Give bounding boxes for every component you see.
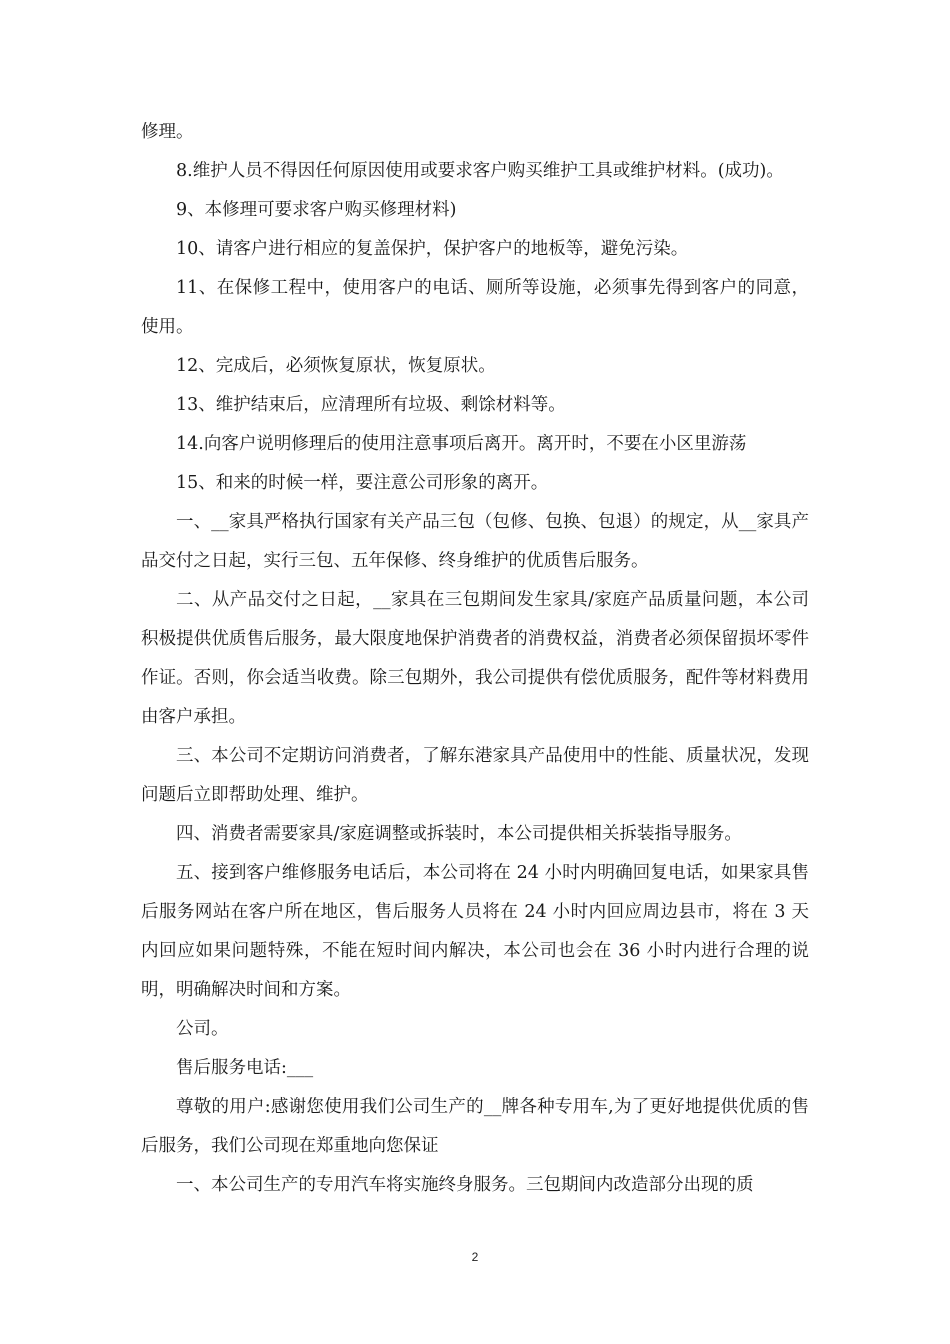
paragraph: 13、维护结束后，应清理所有垃圾、剩馀材料等。	[176, 395, 566, 415]
paragraph: 15、和来的时候一样，要注意公司形象的离开。	[176, 473, 549, 493]
paragraph: 11、在保修工程中，使用客户的电话、厕所等设施，必须事先得到客户的同意，使用。	[141, 278, 809, 337]
paragraph: 五、接到客户维修服务电话后，本公司将在 24 小时内明确回复电话，如果家具售后服务网站在客户所在地区，售后服务人员将在 24 小时内回应周边县市，将在 3 天内回应如果问题特殊，不能在短时间内解决，本公司也会在 36 小时内进行合理的说明，明确解决时间和方案。	[141, 863, 809, 1000]
paragraph: 10、请客户进行相应的复盖保护，保护客户的地板等，避免污染。	[176, 239, 689, 259]
paragraph: 三、本公司不定期访问消费者，了解东港家具产品使用中的性能、质量状况，发现问题后立即帮助处理、维护。	[141, 746, 809, 805]
paragraph: 修理。	[141, 122, 194, 142]
paragraph: 9、本修理可要求客户购买修理材料)	[176, 200, 457, 220]
paragraph: 一、本公司生产的专用汽车将实施终身服务。三包期间内改造部分出现的质	[176, 1175, 754, 1195]
paragraph: 8.维护人员不得因任何原因使用或要求客户购买维护工具或维护材料。(成功)。	[176, 161, 784, 181]
paragraph: 一、__家具严格执行国家有关产品三包（包修、包换、包退）的规定，从__家具产品交付之日起，实行三包、五年保修、终身维护的优质售后服务。	[141, 512, 809, 571]
paragraph: 尊敬的用户:感谢您使用我们公司生产的__牌各种专用车,为了更好地提供优质的售后服务，我们公司现在郑重地向您保证	[141, 1097, 809, 1156]
paragraph: 公司。	[176, 1019, 229, 1039]
paragraph: 售后服务电话:___	[176, 1058, 314, 1078]
page-number: 2	[471, 1250, 479, 1264]
paragraph: 14.向客户说明修理后的使用注意事项后离开。离开时，不要在小区里游荡	[176, 434, 747, 454]
paragraph: 12、完成后，必须恢复原状，恢复原状。	[176, 356, 496, 376]
paragraph: 四、消费者需要家具/家庭调整或拆装时，本公司提供相关拆装指导服务。	[176, 824, 742, 844]
paragraph: 二、从产品交付之日起，__家具在三包期间发生家具/家庭产品质量问题，本公司积极提供优质售后服务，最大限度地保护消费者的消费权益，消费者必须保留损坏零件作证。否则，你会适当收费。除三包期外，我公司提供有偿优质服务，配件等材料费用由客户承担。	[141, 590, 809, 727]
document-body	[141, 113, 809, 1205]
